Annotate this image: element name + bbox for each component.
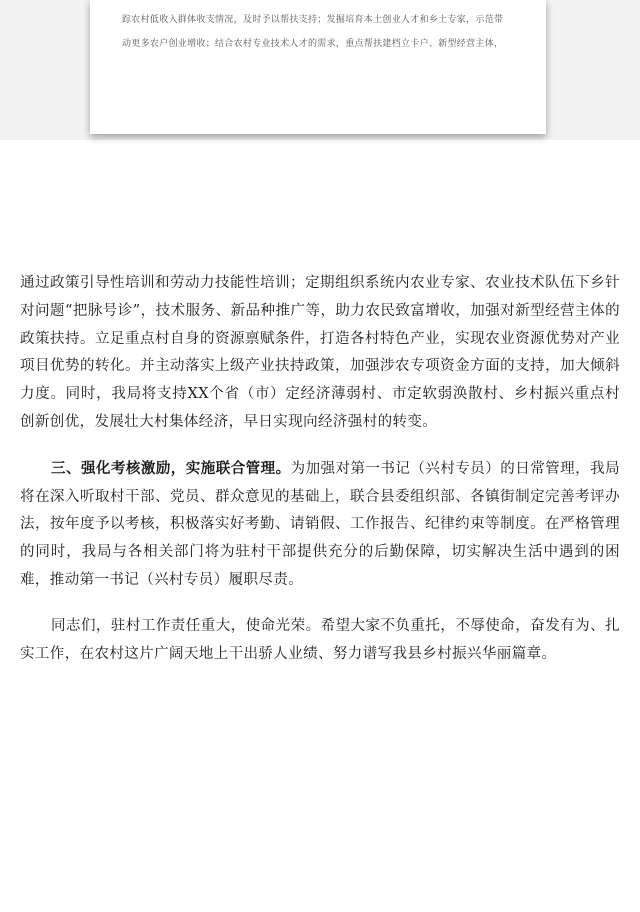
preview-text-line: 动更多农户创业增收；结合农村专业技术人才的需求，重点帮扶建档立卡户、新型经营主体， xyxy=(122,39,504,49)
document-body xyxy=(20,270,620,668)
paragraph-industry-support: 通过政策引导性培训和劳动力技能性培训；定期组织系统内农业专家、农业技术队伍下乡针对问题“把脉号诊”，技术服务、新品种推广等，助力农民致富增收，加强对新型经营主体的政策扶持。立足重点村自身的资源禀赋条件，打造各村特色产业，实现农业资源优势对产业项目优势的转化。并主动落实上级产业扶持政策，加强涉农专项资金方面的支持，加大倾斜力度。同时，我局将支持XX个省（市）定经济薄弱村、市定软弱涣散村、乡村振兴重点村创新创优，发展壮大村集体经济，早日实现向经济强村的转变。 xyxy=(20,275,620,430)
document-preview-card xyxy=(90,0,546,134)
section-3-heading: 三、强化考核激励，实施联合管理。 xyxy=(51,459,291,477)
preview-background xyxy=(0,0,640,140)
section-3-body: 为加强对第一书记（兴村专员）的日常管理，我局将在深入听取村干部、党员、群众意见的基础上，联合县委组织部、各镇街制定完善考评办法，按年度予以考核，积极落实好考勤、请销假、工作报告、纪律约束等制度。在严格管理的同时，我局与各相关部门将为驻村干部提供充分的后勤保障，切实解决生活中遇到的困难，推动第一书记（兴村专员）履职尽责。 xyxy=(20,460,620,588)
preview-text-line: 踪农村低收入群体收支情况，及时予以帮扶支持；发掘培育本土创业人才和乡土专家，示范带 xyxy=(122,15,504,25)
paragraph-closing: 同志们，驻村工作责任重大，使命光荣。希望大家不负重托，不辱使命，奋发有为、扎实工作，在农村这片广阔天地上干出骄人业绩、努力谱写我县乡村振兴华丽篇章。 xyxy=(20,617,620,662)
paragraph-section-3 xyxy=(20,455,620,595)
